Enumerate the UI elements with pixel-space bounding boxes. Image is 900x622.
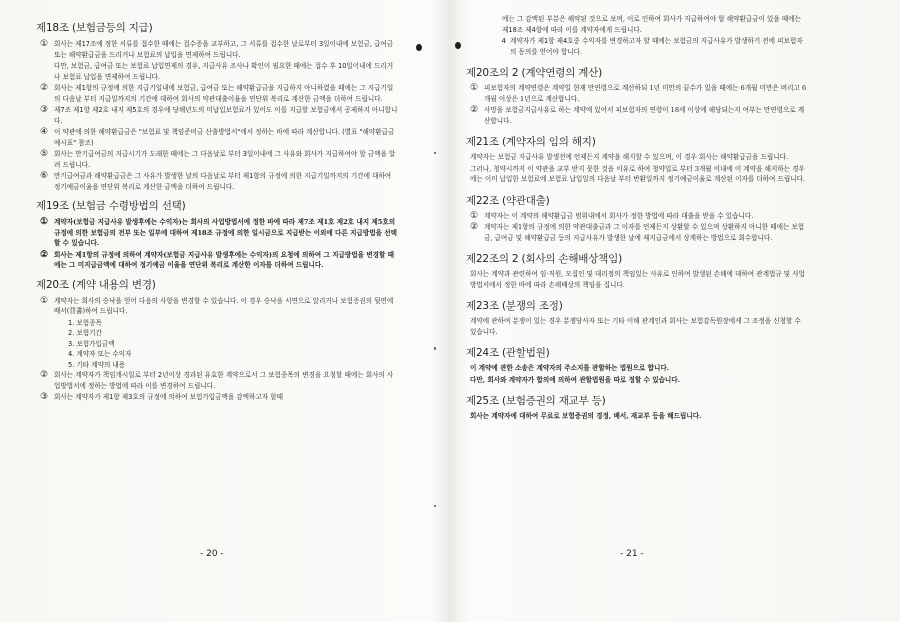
scan-speck <box>434 505 436 507</box>
article-19-body <box>36 217 398 271</box>
list-item: 4 계약자가 제1항 제4호중 수익자를 변경하고자 할 때에는 보험금의 지급사유가 발생하기 전에 피보험자의 동의를 얻어야 합니다. <box>501 37 803 56</box>
list-item: ⑥ 만기급여금과 해약환급금은 그 사유가 발생한 날의 다음날로 부터 제1항의 규정에 의한 지급기일까지의 기간에 대하여 정기예금이율을 연단위 복리로 계산한 금액을 더하여 드립니다. <box>40 171 392 191</box>
page-number-left: - 20 - <box>200 549 224 559</box>
article-20-heading: 제20조 (계약 내용의 변경) <box>36 278 156 291</box>
paragraph: 그러나, 청약시까지 이 약관을 교부 받지 못한 것을 이유로 하여 청약일로 부터 3개월 이내에 이 계약을 해지하는 경우에는 이미 납입한 보험료에 보험료 납입일의 다음날 부터 반환일까지 정기예금이율로 계산된 이자를 더하여 드립니다. <box>470 164 806 183</box>
sub-list-item: 3. 보험가입금액 <box>68 339 115 348</box>
list-item: ④ 이 약관에 의한 해약환급금은 "보험료 및 책임준비금 산출방법서"에서 정하는 바에 따라 계산합니다. (별표 "해약환급금 예시표" 참조) <box>40 127 395 147</box>
article-23-heading: 제23조 (분쟁의 조정) <box>466 300 563 312</box>
list-item: ① 계약자는 이 계약의 해약환급금 범위내에서 회사가 정한 방법에 따라 대출을 받을 수 있습니다. <box>470 210 754 221</box>
article-24-heading: 제24조 (관할법원) <box>466 347 550 359</box>
article-21-body <box>466 152 808 185</box>
article-22-body <box>466 211 808 244</box>
scan-speck <box>434 347 436 350</box>
list-item: ③ 회사는 계약자가 제1항 제3호의 규정에 의하여 보험가입금액을 감액하고자 할때 <box>40 392 283 402</box>
article-18-body <box>36 39 398 192</box>
sub-list-item: 2. 보험기간 <box>68 329 102 337</box>
article-22-2-heading: 제22조의 2 (회사의 손해배상책임) <box>466 253 622 265</box>
article-21-heading: 제21조 (계약자의 임의 해지) <box>466 136 596 148</box>
paragraph: 계약자는 보험금 지급사유 발생전에 언제든지 계약을 해지할 수 있으며, 이 경우 회사는 해약환급금을 드립니다. <box>470 153 789 161</box>
sub-list-item: 4. 계약자 또는 수익자 <box>68 350 132 358</box>
binding-hole-icon <box>416 44 422 51</box>
article-25-heading: 제25조 (보험증권의 재교부 등) <box>466 395 606 407</box>
page-number-right: - 21 - <box>620 549 644 559</box>
sub-list-item: 5. 기타 계약의 내용 <box>68 360 126 369</box>
binding-hole-icon <box>455 42 461 49</box>
article-20-2-heading: 제20조의 2 (계약연령의 계산) <box>466 67 603 79</box>
list-item: ① 계약자는 회사의 승낙을 얻어 다음의 사항을 변경할 수 있습니다. 이 경우 승낙을 서면으로 알리거나 보험증권의 뒷면에 배서(背書)하여 드립니다. <box>40 295 394 315</box>
article-22-heading: 제22조 (약관대출) <box>466 194 550 207</box>
scan-speck <box>434 152 436 154</box>
list-item: ② 회사는 제1항의 규정에 의한 지급기일내에 보험금, 급여금 또는 해약환급금을 지급하지 아니하였을 때에는 그 지급기일의 다음날 부터 지급일까지의 기간에 대하여 회사의 약관대출이율을 연단위 복리로 계산한 금액을 더하여 드립니다. <box>40 83 394 103</box>
list-item: ② 계약자는 제1항의 규정에 의한 약관대출금과 그 이자를 언제든지 상환할 수 있으며 상환하지 아니한 때에는 보험금, 급여금 및 해약환급금 등의 지급사유가 발생한 날에 제지급금에서 상계하는 방법으로 회수합니다. <box>470 222 805 242</box>
list-item: ② 회사는 계약자가 책임개시일로 부터 2년이상 경과된 유효한 계약으로서 그 보험종목의 변경을 요청할 때에는 회사의 사업방법서에 정하는 방법에 따라 이를 변경하여 드립니다. <box>40 370 394 390</box>
paragraph: 다만, 회사와 계약자가 합의에 의하여 관할법원을 따로 정할 수 있습니다. <box>470 375 680 384</box>
paragraph: 이 계약에 관한 소송은 계약자의 주소지를 관할하는 법원으로 합니다. <box>470 364 670 372</box>
list-item: ① 회사는 제17조에 정한 서류를 접수한 때에는 접수증을 교부하고, 그 서류를 접수한 날로부터 3일이내에 보험금, 급여금 또는 해약환급금을 드리거나 보험료의 납입을 면제하여 드립니다. <box>40 39 394 59</box>
list-item: ② 사망을 보험금지급사유로 하는 계약에 있어서 피보험자의 연령이 18세 이상에 해당되는지 여부는 만연령으로 계산합니다. <box>470 105 805 125</box>
article-23-body: 계약에 관하여 분쟁이 있는 경우 분쟁당사자 또는 기타 이해 관계인과 회사는 보험감독원장에게 그 조정을 신청할 수 있습니다. <box>470 317 801 336</box>
article-20-2-body <box>466 83 808 126</box>
article-20-body <box>36 296 398 403</box>
list-item: ② 회사는 제1항의 규정에 의하여 계약자(보험금 지급사유 발생후에는 수익자)의 요청에 의하여 그 지급방법을 변경할 때에는 그 미지급금액에 대하여 정기예금 이율을 연단위 복리로 계산한 이자를 더하여 드립니다. <box>40 249 395 269</box>
list-item: ① 피보험자의 계약연령은 계약일 현재 만연령으로 계산하되 1년 미만의 끝수가 있을 때에는 6개월 미만은 버리고 6개월 이상은 1년으로 계산합니다. <box>470 83 807 103</box>
left-page <box>36 14 398 404</box>
article-22-2-body: 회사는 계약과 관련하여 임·직원, 모집인 및 대리점의 책임있는 사유로 인하여 발생된 손해에 대하여 관계법규 및 사업방법서에서 정한 바에 따라 손해배상의 책임을 집니다. <box>470 270 805 289</box>
article-18-heading: 제18조 (보험금등의 지급) <box>36 22 153 34</box>
continuation-text: 에는 그 감액된 부분은 해약된 것으로 보며, 이로 인하여 회사가 지급하여야 할 해약환급금이 있을 때에는 제18조 제4항에 따라 이를 계약자에게 드립니다. <box>502 15 801 34</box>
right-page <box>466 14 808 423</box>
article-19-heading: 제19조 (보험금 수령방법의 선택) <box>36 200 186 212</box>
list-item: 다만, 보험금, 급여금 또는 보험료 납입면제의 경우, 지급사유 조사나 확인이 필요한 때에는 접수 후 10일이내에 드리거나 보험료 납입을 면제하여 드립니다. <box>54 62 394 81</box>
sub-list-item: 1. 보험종목 <box>68 318 102 327</box>
article-24-body <box>466 363 808 385</box>
list-item: ① 계약자(보험금 지급사유 발생후에는 수익자)는 회사의 사업방법서에 정한 바에 따라 제7조 제1호 제2호 내지 제5호의 규정에 의한 보험금의 전부 또는 일부에 대하여 제18조 규정에 의한 일시금으로 지급받는 이외에 다른 지급방법을 선택할 수 있습니다. <box>40 217 397 247</box>
list-item: ⑤ 회사는 만기급여금의 지급시기가 도래한 때에는 그 다음날로 부터 3일이내에 그 사유와 회사가 지급하여야 할 금액을 알려 드립니다. <box>40 149 396 169</box>
article-25-body: 회사는 계약자에 대하여 무료로 보험증권의 경정, 배서, 재교부 등을 해드립니다. <box>470 412 702 420</box>
list-item: ③ 제7조 제1항 제2호 내지 제5호의 경우에 당해년도의 미납입보험료가 있어도 이를 지급할 보험금에서 공제하지 아니합니다. <box>40 105 398 125</box>
